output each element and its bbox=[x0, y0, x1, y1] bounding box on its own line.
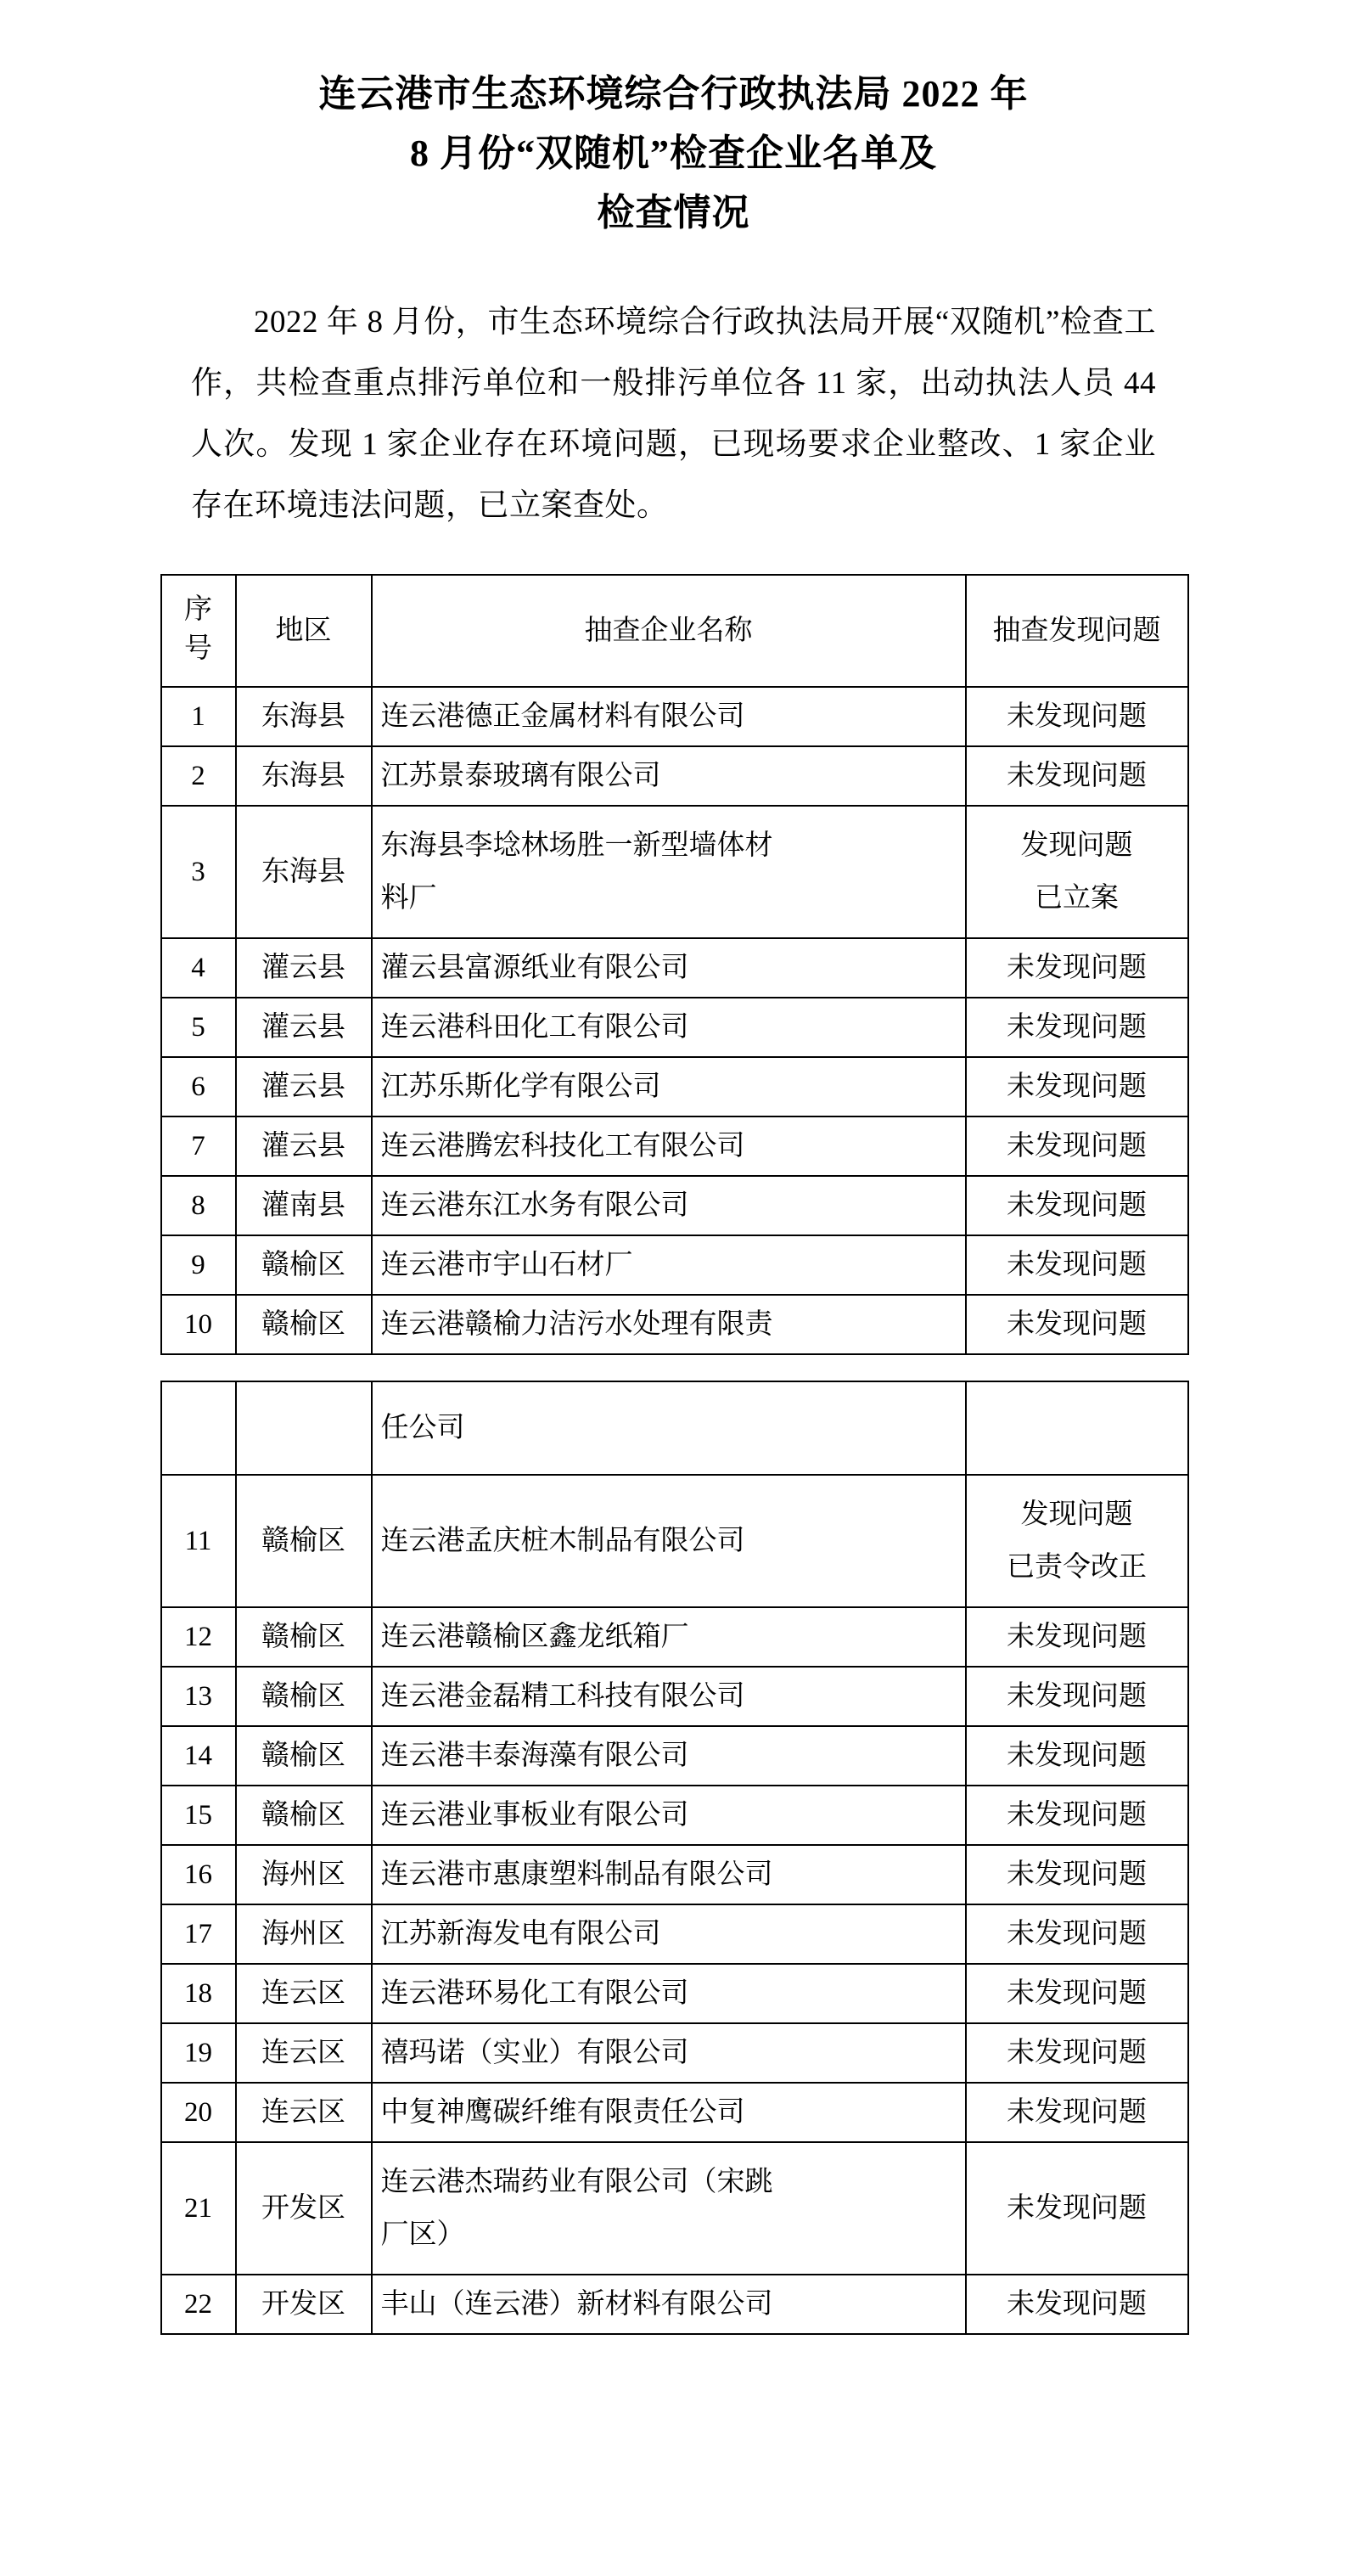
row-result bbox=[966, 806, 1188, 938]
row-result: 未发现问题 bbox=[966, 998, 1188, 1057]
row-result: 未发现问题 bbox=[966, 2083, 1188, 2142]
table-row bbox=[161, 1786, 1188, 1845]
table-row bbox=[161, 1295, 1188, 1354]
row-company: 连云港业事板业有限公司 bbox=[372, 1786, 966, 1845]
table-row bbox=[161, 998, 1188, 1057]
row-result-line1: 发现问题 bbox=[1020, 1499, 1133, 1530]
table-row bbox=[161, 2083, 1188, 2142]
row-area: 赣榆区 bbox=[236, 1475, 372, 1607]
row-result: 未发现问题 bbox=[966, 1786, 1188, 1845]
row-result-line2: 已责令改正 bbox=[1007, 1552, 1147, 1583]
row-area: 开发区 bbox=[236, 2275, 372, 2334]
table-row bbox=[161, 806, 1188, 938]
row-company: 连云港赣榆力洁污水处理有限责 bbox=[372, 1295, 966, 1354]
row-index: 12 bbox=[161, 1607, 236, 1667]
row-index: 1 bbox=[161, 687, 236, 746]
row-company-line1: 东海县李埝林场胜一新型墙体材 bbox=[380, 830, 773, 861]
row-area: 灌云县 bbox=[236, 998, 372, 1057]
row-company: 连云港金磊精工科技有限公司 bbox=[372, 1667, 966, 1726]
row-company: 连云港市宇山石材厂 bbox=[372, 1235, 966, 1295]
column-header-area: 地区 bbox=[236, 575, 372, 687]
row-index: 8 bbox=[161, 1176, 236, 1235]
table-row bbox=[161, 746, 1188, 806]
summary-paragraph: 2022 年 8 月份，市生态环境综合行政执法局开展“双随机”检查工作，共检查重点排污单位和一般排污单位各 11 家，出动执法人员 44 人次。发现 1 家企业存在环境问题，已现场要求企业整改、1 家企业存在环境违法问题，已立案查处。 bbox=[191, 305, 1156, 523]
row-result-line2: 已立案 bbox=[1035, 883, 1119, 914]
row-company: 任公司 bbox=[372, 1381, 966, 1475]
title-line-2: 8 月份“双随机”检查企业名单及 bbox=[410, 132, 937, 174]
row-index bbox=[161, 1381, 236, 1475]
row-company: 连云港孟庆桩木制品有限公司 bbox=[372, 1475, 966, 1607]
table-row bbox=[161, 2142, 1188, 2275]
row-company: 连云港市惠康塑料制品有限公司 bbox=[372, 1845, 966, 1904]
row-result: 未发现问题 bbox=[966, 1607, 1188, 1667]
row-area: 海州区 bbox=[236, 1845, 372, 1904]
row-index: 14 bbox=[161, 1726, 236, 1786]
row-area: 灌云县 bbox=[236, 938, 372, 998]
table-row bbox=[161, 2275, 1188, 2334]
row-result: 未发现问题 bbox=[966, 1964, 1188, 2023]
row-area: 灌云县 bbox=[236, 1116, 372, 1176]
inspection-table-part-2 bbox=[160, 1381, 1187, 2335]
row-index: 17 bbox=[161, 1904, 236, 1964]
row-result: 未发现问题 bbox=[966, 1057, 1188, 1116]
row-company: 江苏新海发电有限公司 bbox=[372, 1904, 966, 1964]
row-result: 未发现问题 bbox=[966, 938, 1188, 998]
row-index: 21 bbox=[161, 2142, 236, 2275]
row-result: 未发现问题 bbox=[966, 1904, 1188, 1964]
table-row bbox=[161, 1116, 1188, 1176]
table-row bbox=[161, 1845, 1188, 1904]
row-company: 江苏景泰玻璃有限公司 bbox=[372, 746, 966, 806]
row-index: 5 bbox=[161, 998, 236, 1057]
table-row bbox=[161, 1607, 1188, 1667]
row-area: 连云区 bbox=[236, 2083, 372, 2142]
table-row bbox=[161, 1667, 1188, 1726]
row-area: 连云区 bbox=[236, 2023, 372, 2083]
row-area: 灌南县 bbox=[236, 1176, 372, 1235]
row-index: 13 bbox=[161, 1667, 236, 1726]
row-company: 连云港赣榆区鑫龙纸箱厂 bbox=[372, 1607, 966, 1667]
table-row bbox=[161, 938, 1188, 998]
row-index: 18 bbox=[161, 1964, 236, 2023]
row-area: 东海县 bbox=[236, 746, 372, 806]
row-result: 未发现问题 bbox=[966, 1845, 1188, 1904]
row-company: 连云港丰泰海藻有限公司 bbox=[372, 1726, 966, 1786]
row-index: 16 bbox=[161, 1845, 236, 1904]
row-index: 15 bbox=[161, 1786, 236, 1845]
row-index: 6 bbox=[161, 1057, 236, 1116]
row-company: 丰山（连云港）新材料有限公司 bbox=[372, 2275, 966, 2334]
table-header-row bbox=[161, 575, 1188, 687]
row-area: 赣榆区 bbox=[236, 1607, 372, 1667]
row-result: 未发现问题 bbox=[966, 687, 1188, 746]
row-result: 未发现问题 bbox=[966, 1667, 1188, 1726]
row-area: 赣榆区 bbox=[236, 1667, 372, 1726]
page-break-gap bbox=[160, 1355, 1187, 1381]
row-index: 9 bbox=[161, 1235, 236, 1295]
row-company: 禧玛诺（实业）有限公司 bbox=[372, 2023, 966, 2083]
table-row bbox=[161, 1726, 1188, 1786]
title-line-3: 检查情况 bbox=[597, 192, 750, 233]
row-area: 东海县 bbox=[236, 687, 372, 746]
row-company: 连云港环易化工有限公司 bbox=[372, 1964, 966, 2023]
row-company bbox=[372, 806, 966, 938]
table-row bbox=[161, 1475, 1188, 1607]
row-company: 连云港科田化工有限公司 bbox=[372, 998, 966, 1057]
row-index: 10 bbox=[161, 1295, 236, 1354]
column-header-index bbox=[161, 575, 236, 687]
row-company: 连云港东江水务有限公司 bbox=[372, 1176, 966, 1235]
row-area: 开发区 bbox=[236, 2142, 372, 2275]
row-result: 未发现问题 bbox=[966, 1176, 1188, 1235]
table-row bbox=[161, 1904, 1188, 1964]
column-header-index-line2: 号 bbox=[184, 633, 212, 664]
table-row bbox=[161, 1235, 1188, 1295]
row-area: 海州区 bbox=[236, 1904, 372, 1964]
row-result: 未发现问题 bbox=[966, 1726, 1188, 1786]
row-result bbox=[966, 1381, 1188, 1475]
row-result: 未发现问题 bbox=[966, 2142, 1188, 2275]
row-company: 连云港腾宏科技化工有限公司 bbox=[372, 1116, 966, 1176]
row-index: 4 bbox=[161, 938, 236, 998]
row-index: 3 bbox=[161, 806, 236, 938]
table-row-continuation bbox=[161, 1381, 1188, 1475]
table-row bbox=[161, 2023, 1188, 2083]
row-area: 东海县 bbox=[236, 806, 372, 938]
row-result: 未发现问题 bbox=[966, 1235, 1188, 1295]
row-index: 11 bbox=[161, 1475, 236, 1607]
row-company-line2: 厂区） bbox=[380, 2219, 465, 2250]
page-title bbox=[0, 0, 1347, 243]
column-header-company-name: 抽查企业名称 bbox=[372, 575, 966, 687]
table-row bbox=[161, 1964, 1188, 2023]
row-result: 未发现问题 bbox=[966, 2023, 1188, 2083]
table-row bbox=[161, 687, 1188, 746]
row-company: 灌云县富源纸业有限公司 bbox=[372, 938, 966, 998]
row-result-line1: 发现问题 bbox=[1020, 830, 1133, 861]
row-company: 连云港德正金属材料有限公司 bbox=[372, 687, 966, 746]
column-header-index-line1: 序 bbox=[184, 593, 212, 625]
row-result: 未发现问题 bbox=[966, 746, 1188, 806]
row-area bbox=[236, 1381, 372, 1475]
row-area: 连云区 bbox=[236, 1964, 372, 2023]
row-area: 赣榆区 bbox=[236, 1726, 372, 1786]
row-company-line2: 料厂 bbox=[380, 883, 437, 914]
row-index: 20 bbox=[161, 2083, 236, 2142]
row-area: 赣榆区 bbox=[236, 1235, 372, 1295]
row-index: 19 bbox=[161, 2023, 236, 2083]
row-company: 中复神鹰碳纤维有限责任公司 bbox=[372, 2083, 966, 2142]
row-result: 未发现问题 bbox=[966, 1116, 1188, 1176]
row-result: 未发现问题 bbox=[966, 1295, 1188, 1354]
row-index: 7 bbox=[161, 1116, 236, 1176]
title-line-1: 连云港市生态环境综合行政执法局 2022 年 bbox=[318, 73, 1029, 115]
row-area: 灌云县 bbox=[236, 1057, 372, 1116]
row-area: 赣榆区 bbox=[236, 1786, 372, 1845]
inspection-table-part-1 bbox=[160, 574, 1187, 1355]
row-area: 赣榆区 bbox=[236, 1295, 372, 1354]
table-row bbox=[161, 1057, 1188, 1116]
table-row bbox=[161, 1176, 1188, 1235]
row-index: 2 bbox=[161, 746, 236, 806]
row-result: 未发现问题 bbox=[966, 2275, 1188, 2334]
row-result bbox=[966, 1475, 1188, 1607]
row-company: 江苏乐斯化学有限公司 bbox=[372, 1057, 966, 1116]
row-index: 22 bbox=[161, 2275, 236, 2334]
row-company-line1: 连云港杰瑞药业有限公司（宋跳 bbox=[380, 2167, 773, 2197]
column-header-result: 抽查发现问题 bbox=[966, 575, 1188, 687]
row-company bbox=[372, 2142, 966, 2275]
